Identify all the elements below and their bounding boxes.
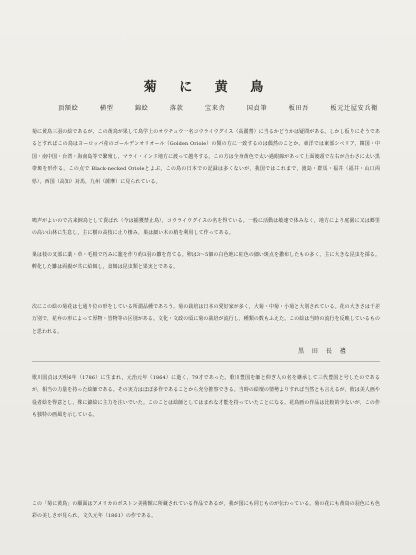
paragraph-bird-intro: 菊に黄鳥三羽の絵であるが、この黄鳥が果して鳥学上のオウチュウ一名コウライウグイス（高麗鶯）に当るかどうかは疑問がある。しかし仮りにそうであるとすればこの鳥はヨーロッパ産のゴールデンオリオール（Golden Oriole）の類の方に一致するのは偶然のことか。東洋では東部シベリア，韓国・中国・南中国・台湾・海南島等で繁殖し，マライ・インド地方に渡って越冬する。この方は全身黄色で太い過眼線があって上面後頭で左右が合わさに太い黒帯斑を形作る。この点で Black-necked Orioleとよぶ。この鳥の日本での記録は多くないが，我国ではこれまで，渡島・群馬・福井（福井・山口両県），西国（高知）対馬，九州（薩摩）に見られている。 — [32, 129, 380, 185]
meta-signature: 宝来舎 — [204, 105, 226, 112]
meta-orientation: 横型 — [99, 105, 114, 112]
meta-artist: 国貞筆 — [246, 105, 268, 112]
meta-format: 頂額絵 — [58, 105, 79, 112]
paragraph-artwork-note: この「菊に黄鳥」の願面はアメリカのボストン美術館に所蔵されている作品であるが，我が国にも同じものが伝わっている。菊の花にも黄鳥の羽色にも色彩の美しさが見られ，文久元年（1861）の作である。 — [32, 501, 380, 520]
meta-publisher: 板元辻屋安兵衛 — [330, 105, 378, 112]
meta-technique: 錦絵 — [134, 105, 149, 112]
paragraph-bird-behaviour: 鳴声がよいので古来飼鳥として貴ばれ（今は捕獲禁止鳥），コウライウグイスの名を得ている。一般に活動は敏速で体みなく，地方により庭園に又は郷里の高い山林に生息し，主に樹の高枝に止り棲み，巣は細い木の梢を利用して作ってある。 — [32, 218, 380, 237]
print-metadata — [58, 103, 378, 112]
meta-seal: 板田吾 — [288, 105, 309, 112]
paragraph-bird-nest: 巣は枝の叉部に薬・草・毛根で巧みに籠を作り約3羽の雛を育てる。卵は3〜5個の白色地に紅色の細い斑点を撒布したもの多く，主に大きな昆虫を採る。孵化した雛は両親が共に給餌し，食餌は昆虫類と果実とである。 — [32, 252, 380, 271]
page-title: 菊 に 黄 鳥 — [143, 80, 273, 95]
paragraph-chrysanthemum: 次にこの絵の菊花は七通り位の形をしている所謂品種であろう。菊の栽培は日本の愛好家が多く，大菊・中菊・小菊と大別されている。花の大きさは千差万別で，花弁の形によって厚物・管物等の区別がある。文化・文政の頃に菊の栽培が流行し，種類の数もふえた。この絵は当時の流行を反映しているものと思われる。 — [32, 304, 380, 335]
paragraph-artist-bio: 歌川国貞は天明6年（1786）に生まれ，元治元年（1864）に逝く，79才であった。歌川豊国を師と仰ぎ人の名を継承して三代豊国と号したのであるが，相当の力量を持った絵師である。その実力はほぼ多作であることから充分推察できる。当時の絵壇の情勢よりすれば当然とも言えるが，彼は美人画や役者絵を得意とし，殊に錦絵に主力を注いでいた。このことは絵師としてはまれな才能を持っていたことになる。花鳥画の作品は比較的少ないが，この作も独特の画風を示している。 — [32, 375, 380, 419]
section-divider — [32, 361, 380, 362]
meta-signature-label: 落款 — [169, 105, 184, 112]
author-signature: 黒 田 長 禮 — [298, 348, 349, 355]
